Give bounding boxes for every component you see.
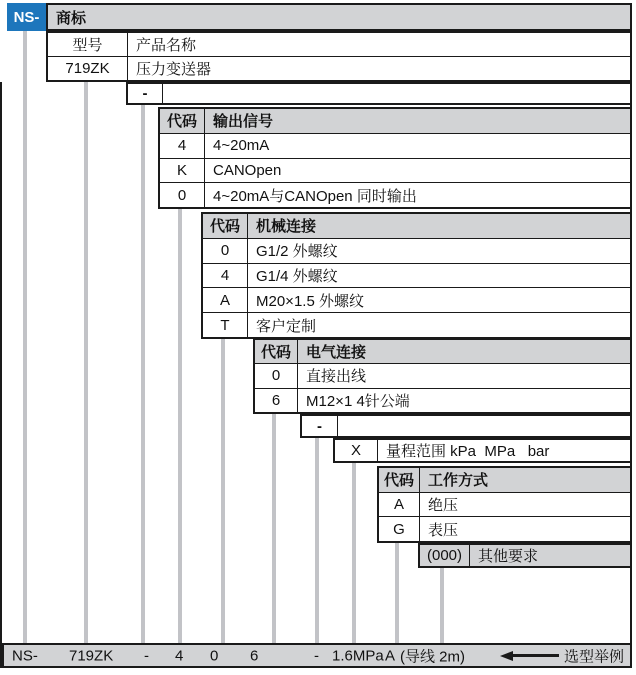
label-text: 绝压 bbox=[428, 497, 459, 514]
figure-left-border bbox=[0, 82, 2, 668]
code-text: 4 bbox=[220, 266, 230, 284]
label-cell bbox=[298, 389, 630, 412]
code-cell bbox=[160, 134, 205, 158]
connector-line-working-mode bbox=[395, 543, 399, 643]
code-cell bbox=[255, 389, 298, 412]
other-code-text: (000) bbox=[426, 547, 463, 564]
table-row bbox=[160, 182, 630, 207]
code-text: K bbox=[176, 161, 187, 179]
mechanical-connection-table bbox=[201, 212, 632, 339]
example-item-separator2: - bbox=[314, 647, 319, 664]
connector-line-mechanical bbox=[221, 339, 225, 643]
code-header-cell bbox=[379, 468, 420, 492]
label-text: 4~20mA bbox=[213, 137, 270, 155]
code-cell bbox=[379, 517, 420, 541]
brand-header-cell bbox=[46, 3, 632, 31]
label-text: 表压 bbox=[428, 521, 459, 539]
example-model-bar bbox=[2, 643, 632, 668]
code-cell bbox=[203, 239, 248, 263]
example-item-output: 4 bbox=[175, 647, 184, 664]
table-row bbox=[203, 312, 630, 337]
model-code-text: 719ZK bbox=[65, 60, 110, 77]
connector-line-range bbox=[352, 463, 356, 643]
separator1-text: - bbox=[142, 85, 148, 102]
label-text: G1/4 外螺纹 bbox=[256, 267, 338, 285]
model-code-cell bbox=[48, 57, 128, 80]
example-item-range: 1.6MPa bbox=[332, 647, 384, 664]
electrical-title-cell bbox=[298, 340, 630, 363]
model-table bbox=[46, 31, 632, 82]
code-text: G bbox=[393, 520, 405, 538]
separator1-empty-cell bbox=[163, 84, 630, 103]
label-text: M12×1 4针公端 bbox=[306, 392, 410, 410]
electrical-connection-table bbox=[253, 338, 632, 414]
example-caption: 选型举例 bbox=[564, 648, 625, 665]
example-item-brand: NS- bbox=[12, 647, 38, 664]
code-text: 0 bbox=[177, 186, 187, 204]
label-text: 直接出线 bbox=[306, 368, 367, 386]
arrow-head-icon bbox=[500, 651, 513, 661]
separator2-text: - bbox=[317, 417, 322, 435]
example-item-separator1: - bbox=[144, 647, 149, 664]
table-row bbox=[203, 238, 630, 263]
table-row bbox=[379, 492, 630, 517]
range-code-cell bbox=[335, 440, 378, 461]
example-item-electrical: 6 bbox=[250, 647, 259, 664]
code-text: 6 bbox=[271, 391, 281, 409]
table-row bbox=[160, 133, 630, 158]
label-cell bbox=[420, 517, 630, 541]
working-mode-title-text: 工作方式 bbox=[428, 472, 489, 490]
example-item-model: 719ZK bbox=[69, 647, 114, 664]
label-cell bbox=[248, 239, 630, 263]
connector-line-model bbox=[84, 82, 88, 643]
label-text: 4~20mA与CANOpen 同时输出 bbox=[213, 187, 417, 205]
electrical-title-text: 电气连接 bbox=[306, 344, 367, 362]
table-row bbox=[203, 287, 630, 312]
product-name-cell bbox=[128, 57, 630, 80]
code-text: 4 bbox=[177, 137, 187, 155]
separator2-empty-cell bbox=[338, 416, 630, 436]
label-cell bbox=[205, 134, 630, 158]
model-header-cell bbox=[48, 33, 128, 56]
code-cell bbox=[160, 159, 205, 183]
code-text: A bbox=[219, 291, 230, 309]
product-name-text: 压力变送器 bbox=[136, 61, 212, 78]
code-cell bbox=[203, 288, 248, 312]
other-label-text: 其他要求 bbox=[478, 548, 539, 565]
label-text: M20×1.5 外螺纹 bbox=[256, 292, 364, 310]
table-row bbox=[255, 388, 630, 412]
range-code-text: X bbox=[350, 442, 361, 459]
example-item-mode: A bbox=[385, 647, 396, 664]
separator1-cell bbox=[128, 84, 163, 103]
table-row bbox=[335, 440, 630, 461]
code-text: T bbox=[220, 316, 230, 334]
product-name-header-cell bbox=[128, 33, 630, 56]
code-header-text: 代码 bbox=[260, 344, 291, 362]
code-cell bbox=[379, 493, 420, 517]
connector-line-separator2 bbox=[315, 438, 319, 643]
label-cell bbox=[205, 183, 630, 207]
code-header-cell bbox=[255, 340, 298, 363]
label-cell bbox=[420, 493, 630, 517]
working-mode-title-cell bbox=[420, 468, 630, 492]
table-row bbox=[48, 56, 630, 80]
connector-line-brand bbox=[23, 31, 27, 643]
model-header-text: 型号 bbox=[72, 37, 103, 54]
connector-line-other bbox=[440, 568, 444, 643]
label-text: 客户定制 bbox=[256, 317, 317, 335]
working-mode-table bbox=[377, 466, 632, 543]
output-signal-title-cell bbox=[205, 109, 630, 133]
code-cell bbox=[160, 183, 205, 207]
range-label-text: 量程范围 kPa MPa bar bbox=[386, 443, 550, 460]
output-signal-table bbox=[158, 107, 632, 209]
table-row bbox=[203, 263, 630, 288]
table-row bbox=[48, 33, 630, 56]
label-cell bbox=[248, 313, 630, 337]
code-text: 0 bbox=[271, 367, 281, 385]
mechanical-title-cell bbox=[248, 214, 630, 238]
code-header-cell bbox=[160, 109, 205, 133]
other-requirements-row bbox=[418, 543, 632, 568]
table-row bbox=[302, 416, 630, 436]
brand-code-box bbox=[7, 3, 46, 31]
code-header-text: 代码 bbox=[166, 113, 197, 131]
code-cell bbox=[203, 313, 248, 337]
connector-line-separator1 bbox=[141, 105, 145, 643]
range-row bbox=[333, 438, 632, 463]
connector-line-output-signal bbox=[178, 209, 182, 643]
table-header-row bbox=[379, 468, 630, 492]
code-text: A bbox=[393, 496, 404, 513]
range-label-cell bbox=[378, 440, 630, 461]
table-row bbox=[128, 84, 630, 103]
table-row bbox=[420, 545, 630, 566]
code-header-cell bbox=[203, 214, 248, 238]
separator2-row bbox=[300, 414, 632, 438]
arrow-shaft bbox=[513, 654, 559, 657]
arrow-left-icon bbox=[500, 651, 559, 661]
table-row bbox=[379, 516, 630, 541]
table-header-row bbox=[255, 340, 630, 363]
brand-prefix-text: NS- bbox=[13, 8, 40, 26]
code-header-text: 代码 bbox=[209, 218, 240, 236]
code-cell bbox=[203, 264, 248, 288]
mechanical-title-text: 机械连接 bbox=[256, 218, 317, 236]
separator1-row bbox=[126, 82, 632, 105]
connector-line-electrical bbox=[272, 414, 276, 643]
code-header-text: 代码 bbox=[383, 472, 414, 490]
label-text: G1/2 外螺纹 bbox=[256, 243, 338, 261]
other-label-cell bbox=[470, 545, 630, 566]
output-signal-title-text: 输出信号 bbox=[213, 113, 274, 131]
other-code-cell bbox=[420, 545, 470, 566]
brand-label-text: 商标 bbox=[56, 9, 87, 27]
table-row bbox=[255, 363, 630, 387]
label-cell bbox=[205, 159, 630, 183]
product-name-header-text: 产品名称 bbox=[136, 37, 197, 54]
code-text: 0 bbox=[220, 242, 230, 260]
example-item-mechanical: 0 bbox=[210, 647, 219, 664]
table-header-row bbox=[160, 109, 630, 133]
label-cell bbox=[248, 264, 630, 288]
table-header-row bbox=[203, 214, 630, 238]
label-cell bbox=[298, 364, 630, 387]
example-item-other: (导线 2m) bbox=[400, 648, 465, 665]
table-row bbox=[160, 158, 630, 183]
label-cell bbox=[248, 288, 630, 312]
code-cell bbox=[255, 364, 298, 387]
label-text: CANOpen bbox=[213, 161, 282, 179]
separator2-cell bbox=[302, 416, 338, 436]
